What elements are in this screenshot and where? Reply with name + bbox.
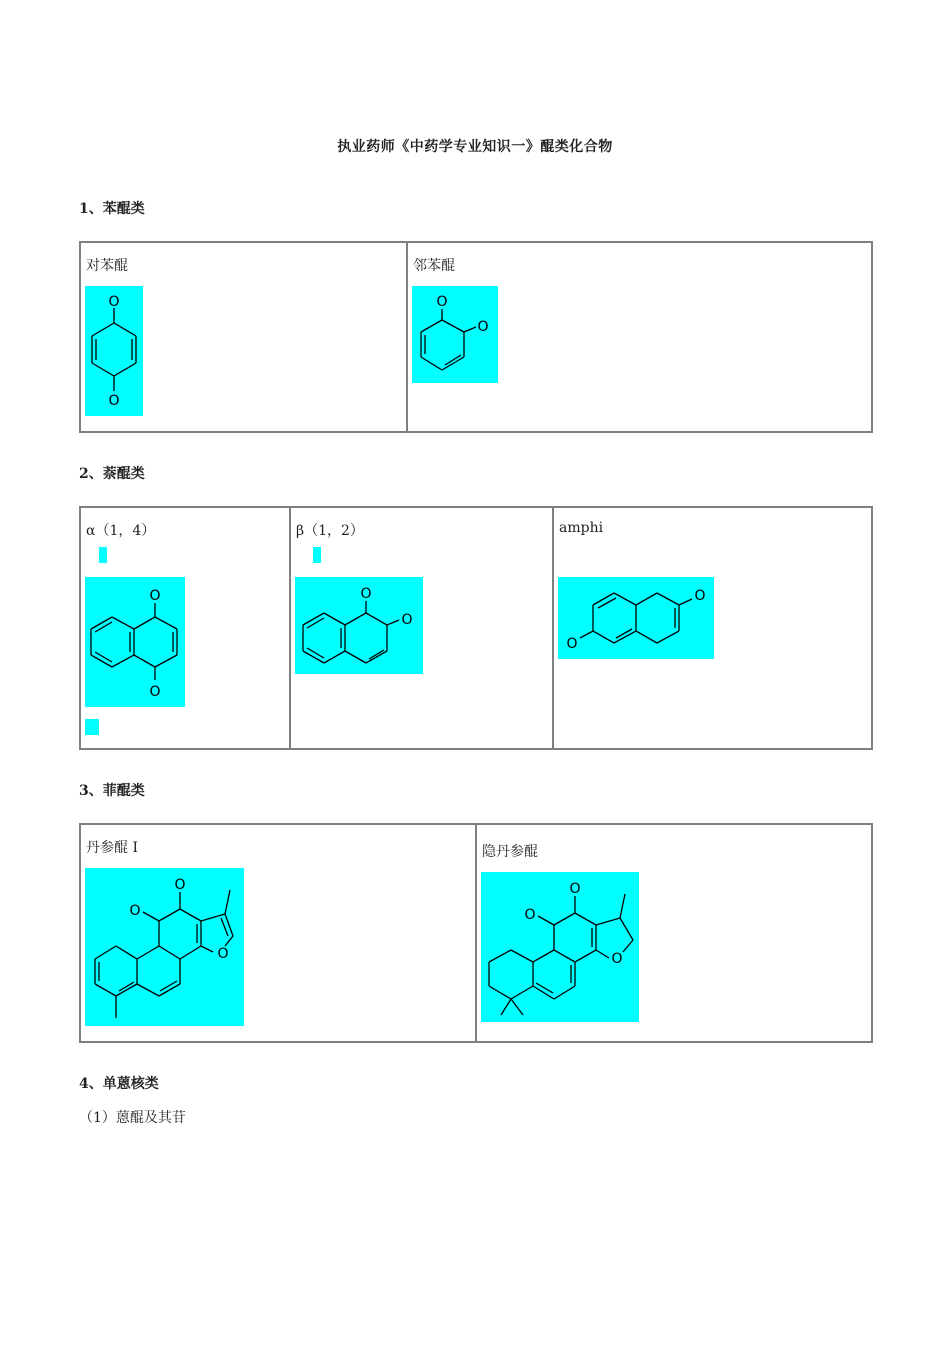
svg-text:O: O [569, 881, 581, 897]
highlight-mark [99, 547, 107, 563]
cell-beta-naphthoquinone [290, 507, 553, 749]
cell-amphi-naphthoquinone [553, 507, 872, 749]
svg-text:O: O [108, 294, 120, 310]
cell-label: β（1，2） [296, 523, 364, 539]
o-benzoquinone-structure [412, 286, 498, 383]
cell-label: 对苯醌 [86, 258, 128, 274]
svg-text:O: O [436, 294, 448, 310]
cell-cryptotanshinone [476, 824, 872, 1042]
section-heading-anthraquinones: 4、单蒽核类 [79, 1076, 159, 1092]
1,2-naphthoquinone-structure [295, 577, 423, 674]
cell-label: 丹参醌 I [86, 840, 138, 856]
svg-text:O: O [401, 612, 413, 628]
svg-text:O: O [524, 907, 536, 923]
svg-text:O: O [108, 393, 120, 409]
section-heading-naphthoquinones: 2、萘醌类 [79, 466, 145, 482]
subsection-heading: （1）蒽醌及其苷 [79, 1110, 186, 1126]
cell-alpha-naphthoquinone [80, 507, 290, 749]
cell-o-benzoquinone [407, 242, 872, 432]
cryptotanshinone-structure [481, 872, 639, 1022]
svg-text:O: O [477, 319, 489, 335]
phenanthrenequinone-table [79, 823, 873, 1043]
section-heading-phenanthrenequinones: 3、菲醌类 [79, 783, 145, 799]
cell-label: amphi [559, 520, 604, 536]
cell-label: 邻苯醌 [413, 258, 455, 274]
cell-label: 隐丹参醌 [482, 844, 538, 860]
tanshinone-I-structure [85, 868, 244, 1026]
cell-tanshinone-I [80, 824, 476, 1042]
svg-text:O: O [149, 588, 161, 604]
svg-text:O: O [174, 877, 186, 893]
cell-p-benzoquinone [80, 242, 407, 432]
svg-text:O: O [129, 903, 141, 919]
svg-text:O: O [149, 684, 161, 700]
cell-label: α（1，4） [86, 523, 156, 539]
highlight-mark [313, 547, 321, 563]
svg-text:O: O [566, 636, 578, 652]
p-benzoquinone-structure [85, 286, 143, 416]
svg-text:O: O [360, 586, 372, 602]
1,4-naphthoquinone-structure [85, 577, 185, 707]
svg-text:O: O [611, 951, 623, 967]
svg-text:O: O [217, 946, 229, 962]
document-title: 执业药师《中药学专业知识一》醌类化合物 [337, 139, 613, 155]
2,6-naphthoquinone-structure [558, 577, 714, 659]
svg-text:O: O [694, 588, 706, 604]
naphthoquinone-table [79, 506, 873, 750]
benzoquinone-table [79, 241, 873, 433]
highlight-mark [85, 719, 99, 735]
section-heading-benzoquinones: 1、苯醌类 [79, 201, 145, 217]
